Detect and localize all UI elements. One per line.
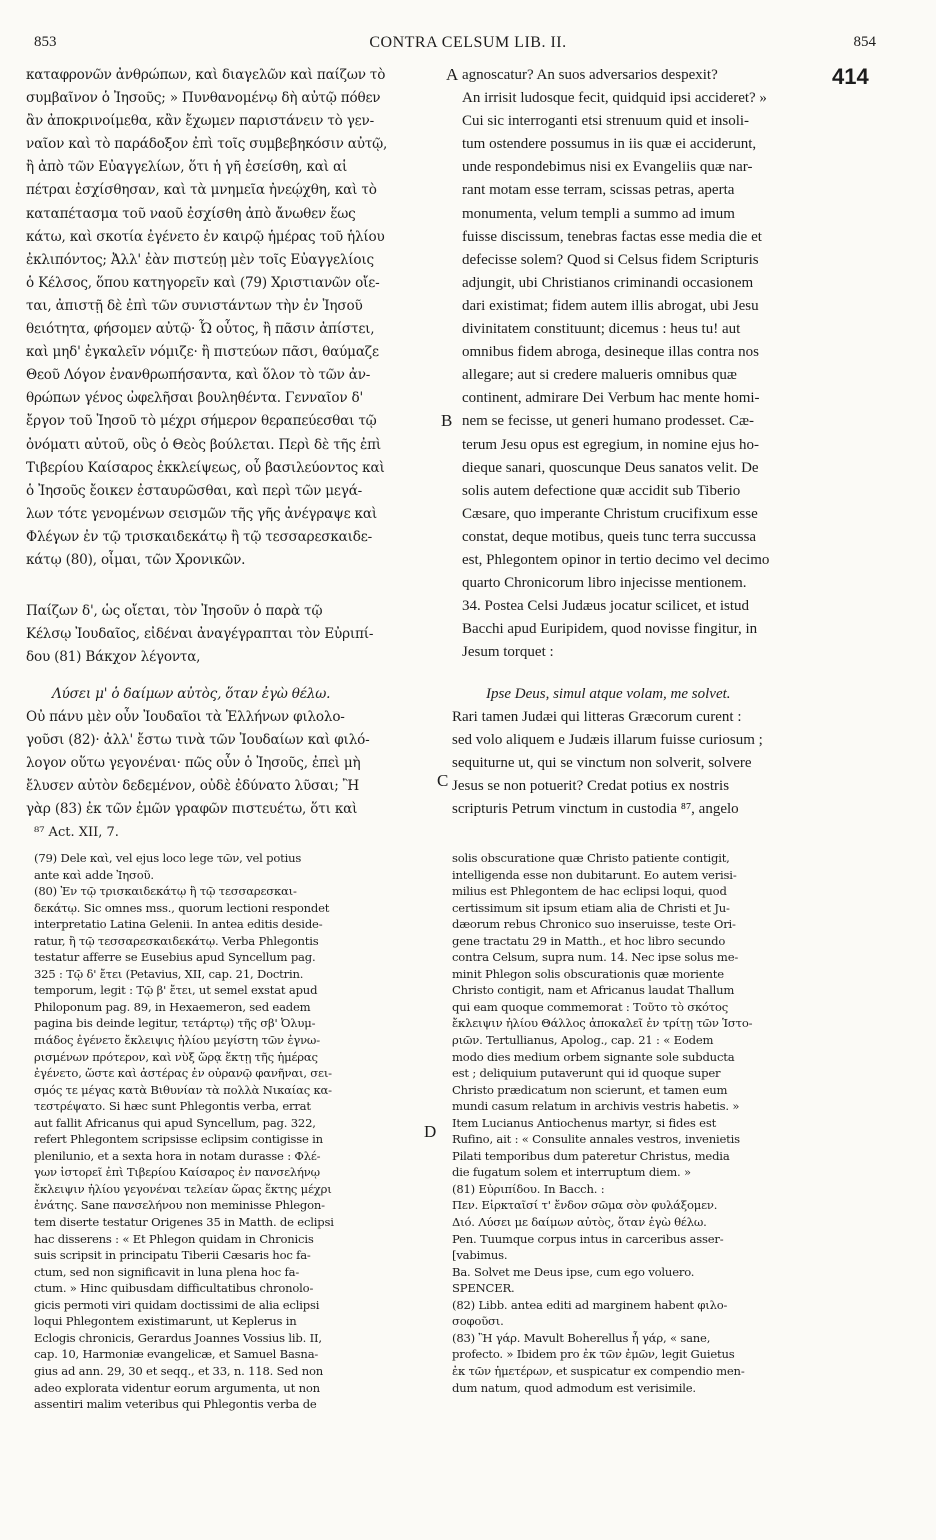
latin-text-line: nem se fecisse, ut generi humano prodesset. Cæ- (462, 413, 755, 430)
note-line: testatur afferre se Eusebius apud Syncellum pag. (34, 950, 316, 965)
latin-text-line: allegare; aut si credere malueris omnibus quæ (462, 367, 737, 384)
note-line: dæorum rebus Chronico suo inseruisse, teste Ori- (452, 917, 736, 932)
greek-text-line: καταπέτασμα τοῦ ναοῦ ἐσχίσθη ἀπὸ ἄνωθεν ἕως (26, 205, 356, 222)
note-line: Eclogis chronicis, Gerardus Joannes Vossius lib. II, (34, 1330, 322, 1345)
note-line: Pilati temporibus dum pateretur Christus, media (452, 1148, 730, 1163)
note-line: Rufino, ait : « Consulite annales vestros, invenietis (452, 1132, 740, 1147)
note-line: loqui Phlegontem existimarunt, ut Keplerus in (34, 1314, 297, 1329)
greek-text-line: ὀνόματι αὐτοῦ, οὓς ὁ Θεὸς βούλεται. Περὶ δὲ τῆς ἐπὶ (26, 436, 381, 453)
note-line: Διό. Λύσει με δαίμων αὐτὸς, ὅταν ἐγὼ θέλω. (452, 1215, 707, 1230)
greek-text-line: γοῦσι (82)· ἀλλ' ἔστω τινὰ τῶν Ἰουδαίων καὶ φιλό- (26, 732, 370, 749)
note-line: adeo explorata videntur eorum argumenta, ut non (34, 1380, 320, 1395)
greek-text-line: Παίζων δ', ὡς οἴεται, τὸν Ἰησοῦν ὁ παρὰ τῷ (26, 603, 323, 619)
greek-text-line: ἔλυσεν αὐτὸν δεδεμένον, οὐδὲ ἐδύνατο λῦσαι; Ἢ (26, 778, 360, 795)
latin-text-line: sed volo aliquem e Judæis illarum fuisse curiosum ; (452, 732, 763, 749)
note-line: ἔκλειψιν ἡλίου Θάλλος ἀποκαλεῖ ἐν τρίτῃ τῶν Ἱστο- (452, 1016, 753, 1031)
latin-text-line: est, Phlegontem opinor in tertio decimo vel decimo (462, 551, 770, 568)
greek-text-line: καὶ μηδ' ἐγκαλεῖν νόμιζε· ἢ πιστεύων πᾶσι, θαύμαζε (26, 344, 379, 361)
note-line: intelligenda esse non dubitarunt. Eo autem verisi- (452, 867, 737, 882)
footnote-ref: ⁸⁷ Act. XII, 7. (34, 825, 119, 840)
note-line: ctum. » Hinc quibusdam difficultatibus chronolo- (34, 1281, 314, 1296)
note-line: qui eam quoque commemorat : Τοῦτο τὸ σκότος (452, 999, 729, 1014)
latin-text-line: constat, deque motibus, queis tunc terra succussa (462, 528, 757, 545)
latin-text-line: fuisse discissum, tenebras factas esse media die et (462, 228, 762, 245)
latin-text-line: omnibus fidem abroga, desineque illas contra nos (462, 344, 760, 361)
greek-text-block (26, 64, 441, 572)
note-line: minit Phlegon solis obscurationis quæ moriente (452, 966, 724, 981)
greek-text-line: ται, ἀπιστῇ δὲ ἐπὶ τῶν συνιστάντων τὴν ἐν Ἰησοῦ (26, 297, 363, 314)
note-line: modo dies medium orbem signante sole subducta (452, 1049, 735, 1064)
latin-text-line: quarto Chronicorum libro injecisse mentionem. (462, 575, 747, 592)
note-line: aut fallit Africanus qui apud Syncellum, pag. 322, (34, 1115, 316, 1130)
latin-text-line: dari existimat; fidem autem illis abrogat, ubi Jesu (462, 297, 759, 314)
note-line: Ba. Solvet me Deus ipse, cum ego voluero. (452, 1264, 695, 1279)
note-line: refert Phlegontem scripsisse eclipsim contigisse in (34, 1132, 323, 1147)
greek-text-line: Φλέγων ἐν τῷ τρισκαιδεκάτῳ ἢ τῷ τεσσαρεσκαιδε- (26, 528, 372, 545)
note-line: Πεν. Εἱρκταῖσί τ' ἔνδον σῶμα σὸν φυλάξομεν. (452, 1198, 718, 1213)
left-column-number: 853 (34, 34, 57, 50)
latin-text-line: terum Jesu opus est egregium, in nomine ejus ho- (462, 436, 760, 453)
latin-text-line: 34. Postea Celsi Judæus jocatur scilicet, et istud (462, 598, 750, 615)
greek-text-line: ἂν ἀποκρινοίμεθα, κἂν ἔχωμεν παριστάνειν τὸ γεν- (26, 113, 374, 130)
note-line: Item Lucianus Antiochenus martyr, si fides est (452, 1115, 717, 1130)
note-line: interpretatio Latina Gelenii. In antea editis deside- (34, 917, 323, 932)
greek-text-line: ὁ Ἰησοῦς ἔοικεν ἐσταυρῶσθαι, καὶ περὶ τῶν μεγά- (26, 482, 363, 499)
greek-text-line: ἢ ἀπὸ τῶν Εὐαγγελίων, ὅτι ἡ γῆ ἐσείσθη, καὶ αἱ (26, 159, 348, 176)
note-line: ριῶν. Tertullianus, Apolog., cap. 21 : « Eodem (452, 1033, 714, 1048)
greek-text-line: λογον οὕτω γεγονέναι· πῶς οὖν ὁ Ἰησοῦς, ἐπεὶ μὴ (26, 755, 361, 772)
greek-text-line: κάτῳ (80), οἶμαι, τῶν Χρονικῶν. (26, 551, 246, 568)
note-line: hac disserens : « Et Phlegon quidam in Chronicis (34, 1231, 314, 1246)
latin-text-line: solis autem defectione quæ accidit sub Tiberio (462, 482, 741, 499)
notes-left-column (34, 850, 419, 1413)
marker-c: C (437, 771, 449, 790)
note-line: assentiri malim veteribus qui Phlegontis verba de (34, 1397, 317, 1412)
latin-verse: Ipse Deus, simul atque volam, me solvet. (486, 686, 731, 702)
note-line: ratur, ἢ τῷ τεσσαρεσκαιδεκάτῳ. Verba Phlegontis (34, 933, 319, 948)
notes-right-column (452, 850, 872, 1396)
latin-text-line: sequiturne ut, qui se vinctum non solverit, solvere (452, 755, 752, 772)
greek-text-line: ὁ Κέλσος, ὅπου κατηγορεῖν καὶ (79) Χριστιανῶν οἴε- (26, 274, 380, 291)
note-line: ἐκ τῶν ἡμετέρων, et suspicatur ex compendio men- (452, 1363, 745, 1378)
note-line: pagina bis deinde legitur, τετάρτῳ) τῆς σβ' Ὀλυμ- (34, 1016, 316, 1031)
greek-text-line: Τιβερίου Καίσαρος ἐκκλείψεως, οὗ βασιλεύοντος καὶ (26, 459, 385, 476)
latin-text-line: divinitatem constituunt; dicemus : heus tu! aut (462, 321, 741, 338)
greek-text-line: θρώπων γένος ὠφελῆσαι βουληθέντα. Γενναῖον δ' (26, 390, 364, 407)
latin-text-block-2 (452, 706, 872, 821)
latin-text-line: Jesus se non potuerit? Credat potius ex nostris (452, 778, 730, 795)
note-line: die fugatum solem et interruptum diem. » (452, 1165, 691, 1180)
note-line: (81) Εὐριπίδου. In Bacch. : (452, 1181, 605, 1196)
note-line: Christo contigit, nam et Africanus laudat Thallum (452, 983, 735, 998)
note-line: plenilunio, et a sexta hora in notam durasse : Φλέ- (34, 1148, 321, 1163)
note-line: (82) Libb. antea editi ad marginem habent φιλο- (452, 1297, 728, 1312)
greek-text-line: δου (81) Βάκχον λέγοντα, (26, 649, 201, 666)
note-line: gius ad ann. 29, 30 et seqq., et 33, n. 118. Sed non (34, 1363, 324, 1378)
latin-text-line: Rari tamen Judæi qui litteras Græcorum curent : (452, 709, 742, 725)
greek-text-line: Θεοῦ Λόγον ἐνανθρωπήσαντα, καὶ ὅλον τὸ τῶν ἀν- (26, 367, 371, 384)
right-column-number: 854 (853, 34, 876, 50)
greek-text-line: γὰρ (83) ἐκ τῶν ἐμῶν γραφῶν πιστευέτω, ὅτι καὶ (26, 801, 358, 818)
note-line: σοφοῦσι. (452, 1314, 504, 1329)
greek-text-line: ναῖον καὶ τὸ παράδοξον ἐπὶ τοῖς συμβεβηκόσιν αὐτῷ, (26, 136, 388, 153)
latin-text-line: Jesum torquet : (462, 644, 554, 661)
note-line: solis obscuratione quæ Christo patiente contigit, (452, 851, 730, 865)
latin-text-line: unde respondebimus nisi ex Evangeliis quæ nar- (462, 159, 753, 176)
greek-text-line: λων τότε γενομένων σεισμῶν τῆς γῆς ἀνέγραψε καὶ (26, 505, 377, 522)
note-line: (79) Dele καὶ, vel ejus loco lege τῶν, vel potius (34, 851, 302, 865)
greek-text-line: ἔργον τοῦ Ἰησοῦ τὸ μέχρι σήμερον θεραπεύεσθαι τῷ (26, 413, 377, 430)
latin-text-line: dieque sanari, quoscunque Deus sanatos velit. De (462, 459, 759, 476)
note-line: contra Celsum, supra num. 14. Nec ipse solus me- (452, 950, 739, 965)
greek-text-line: καταφρονῶν ἀνθρώπων, καὶ διαγελῶν καὶ παίζων τὸ (26, 67, 386, 83)
latin-text-line: Cui sic interroganti etsi strenuum quid et insoli- (462, 113, 750, 130)
note-line: SPENCER. (452, 1281, 515, 1296)
note-line: πιάδος ἐγένετο ἔκλειψις ἡλίου μεγίστη τῶν ἐγνω- (34, 1033, 320, 1048)
latin-text-line: scripturis Petrum vinctum in custodia ⁸⁷, angelo (452, 801, 739, 818)
note-line: ρισμένων πρότερον, καὶ νὺξ ὥρᾳ ἕκτῃ τῆς ἡμέρας (34, 1049, 318, 1064)
note-line: τεστρέψατο. Si hæc sunt Phlegontis verba, errat (34, 1099, 311, 1114)
note-line: Christo prædicatum non scierunt, et tamen eum (452, 1082, 728, 1097)
note-line: cap. 10, Harmoniæ evangelicæ, et Samuel Basna- (34, 1347, 319, 1362)
marker-d: D (424, 1122, 437, 1141)
note-line: ἐνάτης. Sane πανσελήνου non meminisse Phlegon- (34, 1198, 325, 1213)
latin-text-line: Bacchi apud Euripidem, quod novisse fingitur, in (462, 621, 758, 638)
note-line: γων ἱστορεῖ ἐπὶ Τιβερίου Καίσαρος ἐν πανσελήνῳ (34, 1165, 320, 1180)
greek-text-block-3 (26, 706, 441, 821)
greek-text-line: πέτραι ἐσχίσθησαν, καὶ τὰ μνημεῖα ἠνεῴχθη, καὶ τὸ (26, 182, 377, 199)
note-line: mundi casum relatum in archivis vestris habetis. » (452, 1099, 740, 1114)
note-line: milius est Phlegontem de hac eclipsi loqui, quod (452, 884, 727, 899)
note-line: temporum, legit : Τῷ β' ἔτει, ut semel exstat apud (34, 983, 318, 998)
latin-text-block (462, 64, 872, 664)
note-line: ἔκλειψιν ἡλίου γεγονέναι τελείαν ὥρας ἕκτης μέχρι (34, 1181, 332, 1196)
note-line: ctum, sed non significavit in luna plena hoc fa- (34, 1264, 300, 1279)
note-line: profecto. » Ibidem pro ἐκ τῶν ἐμῶν, legit Guietus (452, 1347, 735, 1362)
note-line: 325 : Τῷ δ' ἔτει (Petavius, XII, cap. 21, Doctrin. (34, 966, 304, 981)
note-line: δεκάτῳ. Sic omnes mss., quorum lectioni respondet (34, 900, 330, 915)
note-line: Philoponum pag. 89, in Hexaemeron, sed eadem (34, 999, 311, 1014)
column-number-badge: 414 (832, 64, 869, 89)
greek-text-line: θειότητα, φήσομεν αὐτῷ· Ὦ οὗτος, ἢ πᾶσιν ἀπίστει, (26, 321, 375, 338)
note-line: est ; deliquium putaverunt qui id quoque super (452, 1066, 721, 1081)
marker-a: A (446, 65, 459, 84)
latin-text-line: monumenta, velum templi a summo ad imum (462, 205, 735, 222)
latin-text-line: An irrisit ludosque fecit, quidquid ipsi accideret? » (462, 90, 767, 107)
note-line: ἐγένετο, ὥστε καὶ ἀστέρας ἐν οὐρανῷ φανῆναι, σει- (34, 1066, 332, 1081)
latin-text-line: rant motam esse terram, scissas petras, aperta (462, 182, 735, 199)
note-line: gicis permoti viri quidam doctissimi de alia eclipsi (34, 1297, 320, 1312)
latin-text-line: continent, admirare Dei Verbum hac mente homi- (462, 390, 760, 407)
latin-text-line: defecisse solem? Quod si Celsus fidem Scripturis (462, 251, 759, 268)
running-header (0, 34, 936, 56)
latin-text-line: Cæsare, quo imperante Christum crucifixum esse (462, 505, 758, 522)
running-title: CONTRA CELSUM LIB. II. (369, 34, 567, 51)
marker-b: B (441, 411, 453, 430)
note-line: (80) Ἐν τῷ τρισκαιδεκάτῳ ἢ τῷ τεσσαρεσκαι- (34, 884, 297, 899)
note-line: [vabimus. (452, 1248, 508, 1263)
note-line: Pen. Tuumque corpus intus in carceribus asser- (452, 1231, 724, 1246)
greek-text-line: Κέλσῳ Ἰουδαῖος, εἰδέναι ἀναγέγραπται τὸν Εὐριπί- (26, 626, 374, 643)
greek-verse: Λύσει μ' ὁ δαίμων αὐτὸς, ὅταν ἐγὼ θέλω. (52, 686, 331, 702)
greek-text-line: Οὐ πάνυ μὲν οὖν Ἰουδαῖοι τὰ Ἑλλήνων φιλολο- (26, 709, 345, 725)
note-line: (83) Ἢ γάρ. Mavult Boherellus ἦ γάρ, « sane, (452, 1330, 711, 1345)
latin-text-line: tum ostendere possumus in iis quæ ei acciderunt, (462, 136, 757, 153)
note-line: ante καὶ adde Ἰησοῦ. (34, 867, 154, 882)
greek-text-line: ἐκλιπόντος; Ἀλλ' ἐὰν πιστεύῃ μὲν τοῖς Εὐαγγελίοις (26, 251, 374, 268)
latin-text-line: agnoscatur? An suos adversarios despexit? (462, 67, 718, 83)
note-line: gene tractatu 29 in Matth., et hoc libro secundo (452, 933, 726, 948)
note-line: tem diserte testatur Origenes 35 in Matth. de eclipsi (34, 1215, 334, 1230)
note-line: certissimum sit ipsum etiam alia de Christi et Ju- (452, 900, 730, 915)
greek-text-line: συμβαῖνον ὁ Ἰησοῦς; » Πυνθανομένῳ δὴ αὐτῷ πόθεν (26, 90, 381, 107)
note-line: suis scripsit in principatu Tiberii Cæsaris hoc fa- (34, 1248, 311, 1263)
greek-text-line: κάτω, καὶ σκοτία ἐγένετο ἐν καιρῷ ἡμέρας τοῦ ἡλίου (26, 228, 385, 245)
latin-text-line: adjungit, ubi Christianos criminandi occasionem (462, 274, 754, 291)
note-line: σμός τε μέγας κατὰ Βιθυνίαν τὰ πολλὰ Νικαίας κα- (34, 1082, 332, 1097)
greek-text-block-2 (26, 600, 441, 669)
note-line: dum natum, quod admodum est verisimile. (452, 1380, 696, 1395)
